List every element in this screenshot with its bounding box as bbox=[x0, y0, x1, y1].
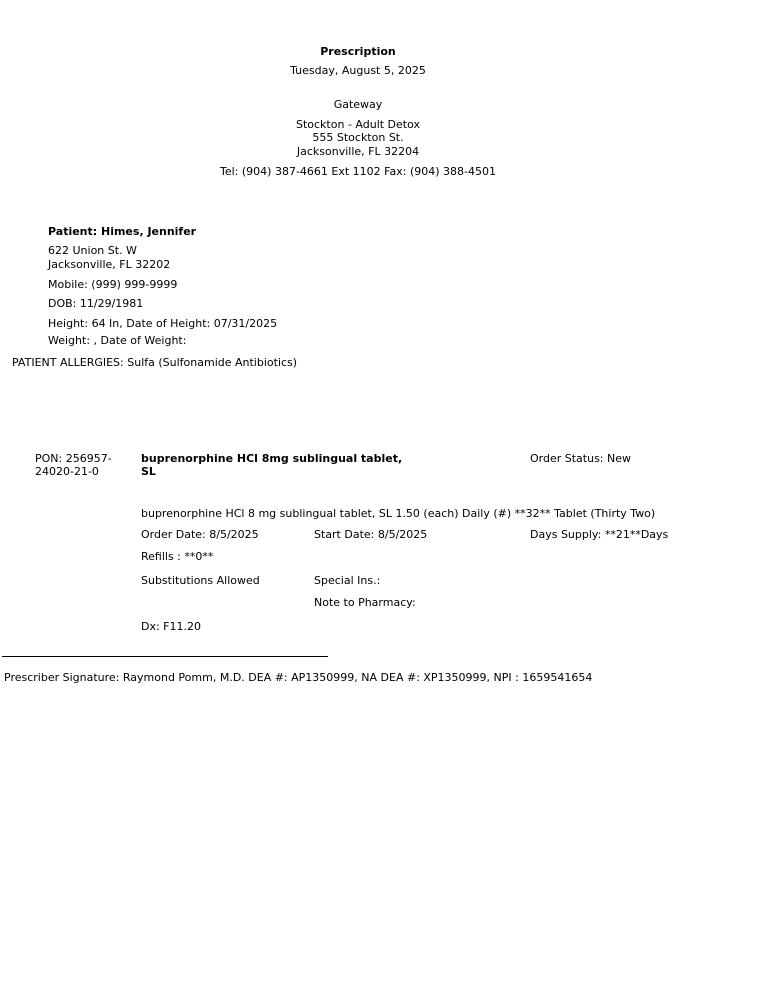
patient-address-line1: 622 Union St. W bbox=[48, 244, 137, 257]
start-date: Start Date: 8/5/2025 bbox=[314, 528, 428, 541]
facility-name: Stockton - Adult Detox bbox=[295, 118, 421, 131]
drug-title-line1: buprenorphine HCl 8mg sublingual tablet, bbox=[141, 452, 403, 465]
patient-name: Patient: Himes, Jennifer bbox=[48, 225, 197, 238]
patient-allergies: PATIENT ALLERGIES: Sulfa (Sulfonamide Antibiotics) bbox=[12, 356, 298, 369]
facility-address-line2: Jacksonville, FL 32204 bbox=[296, 145, 420, 158]
patient-dob: DOB: 11/29/1981 bbox=[48, 297, 144, 310]
drug-title-line2: SL bbox=[141, 465, 156, 478]
patient-address-line2: Jacksonville, FL 32202 bbox=[48, 258, 171, 271]
order-status: Order Status: New bbox=[530, 452, 632, 465]
prescription-date: Tuesday, August 5, 2025 bbox=[290, 64, 426, 77]
organization-name: Gateway bbox=[333, 98, 383, 111]
note-to-pharmacy: Note to Pharmacy: bbox=[314, 596, 416, 609]
facility-contact: Tel: (904) 387-4661 Ext 1102 Fax: (904) 388-4501 bbox=[220, 165, 496, 178]
substitutions: Substitutions Allowed bbox=[141, 574, 260, 587]
prescriber-signature: Prescriber Signature: Raymond Pomm, M.D. DEA #: AP1350999, NA DEA #: XP1350999, NPI : 1659541654 bbox=[4, 671, 593, 684]
pon-line1: PON: 256957- bbox=[35, 452, 112, 465]
order-date: Order Date: 8/5/2025 bbox=[141, 528, 259, 541]
days-supply: Days Supply: **21**Days bbox=[530, 528, 669, 541]
signature-rule bbox=[2, 656, 328, 657]
diagnosis-code: Dx: F11.20 bbox=[141, 620, 202, 633]
patient-mobile: Mobile: (999) 999-9999 bbox=[48, 278, 178, 291]
document-title: Prescription bbox=[320, 45, 396, 58]
patient-height: Height: 64 In, Date of Height: 07/31/2025 bbox=[48, 317, 278, 330]
facility-address-line1: 555 Stockton St. bbox=[312, 131, 404, 144]
special-instructions: Special Ins.: bbox=[314, 574, 381, 587]
patient-weight: Weight: , Date of Weight: bbox=[48, 334, 187, 347]
pon-line2: 24020-21-0 bbox=[35, 465, 99, 478]
refills: Refills : **0** bbox=[141, 550, 214, 563]
drug-sig: buprenorphine HCl 8 mg sublingual tablet, SL 1.50 (each) Daily (#) **32** Tablet (Thirty Two) bbox=[141, 507, 656, 520]
